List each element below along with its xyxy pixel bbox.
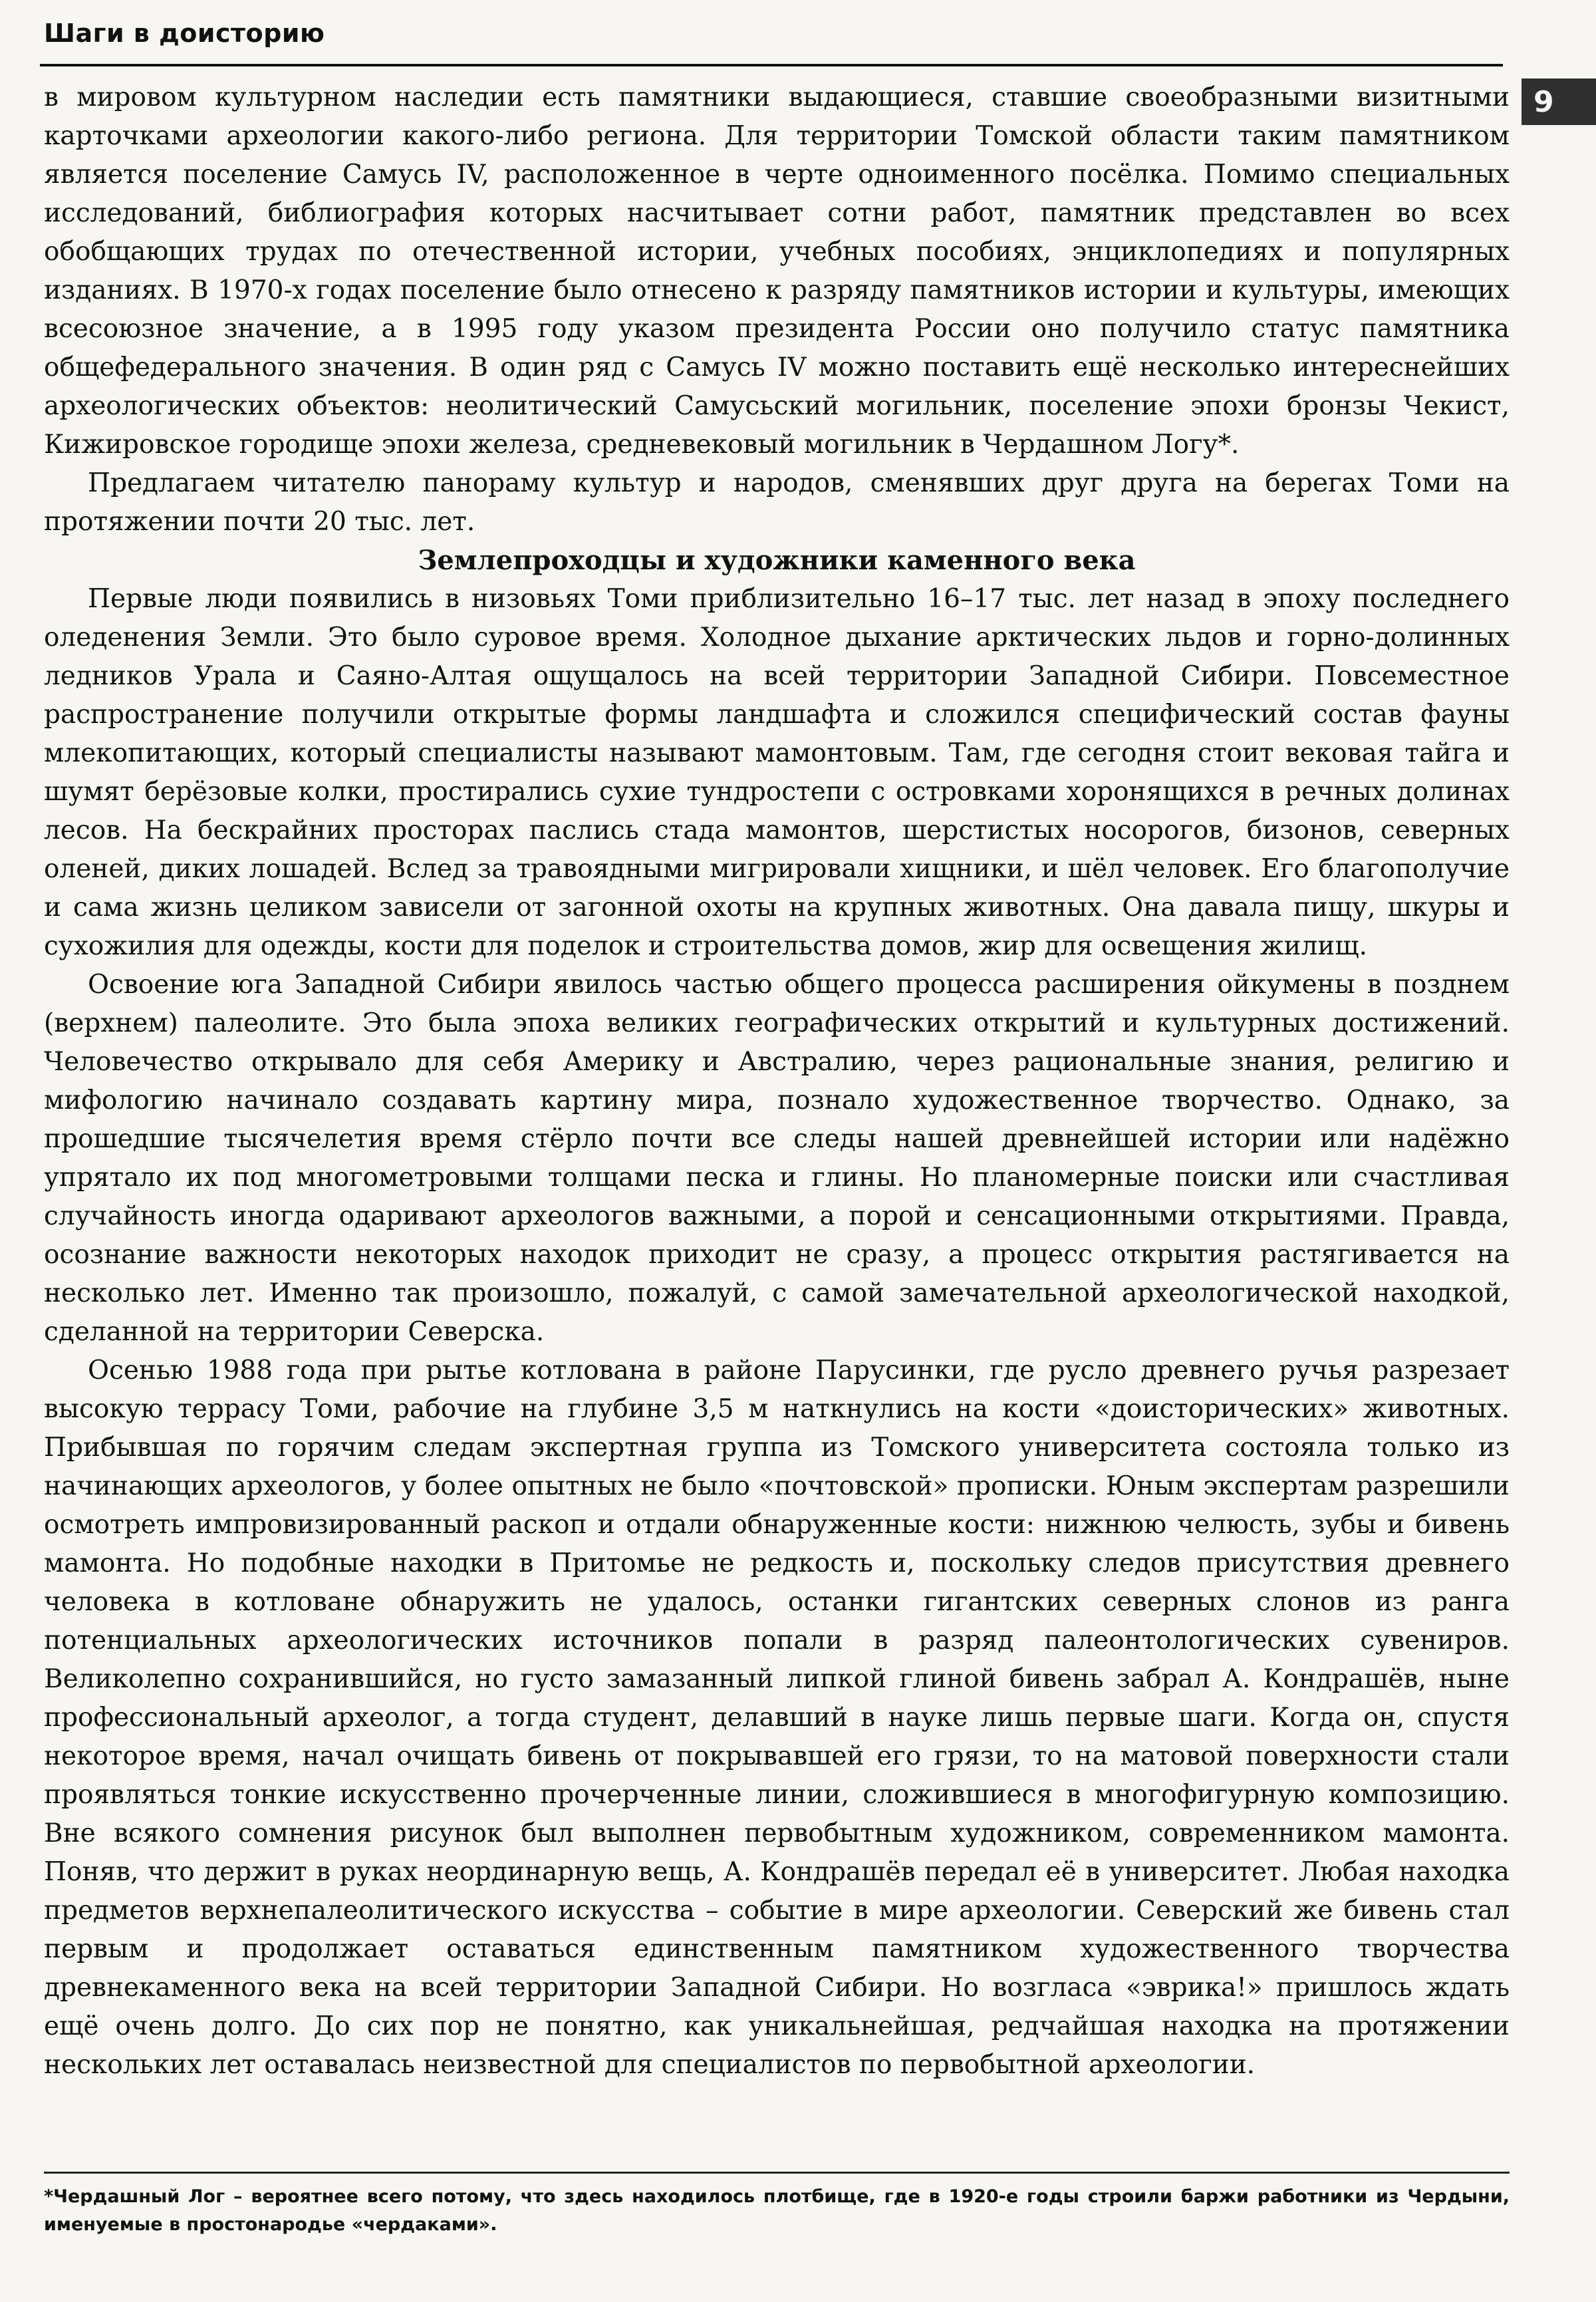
main-text <box>44 78 1510 2085</box>
section-title: Землепроходцы и художники каменного века <box>418 545 1136 576</box>
paragraph: Предлагаем читателю панораму культур и народов, сменявших друг друга на берегах Томи на протяжении почти 20 тыс. лет. <box>44 468 1510 537</box>
page-number: 9 <box>1522 78 1596 125</box>
running-title: Шаги в доисторию <box>44 19 325 48</box>
paragraph: в мировом культурном наследии есть памятники выдающиеся, ставшие своеобразными визитными карточками археологии какого-либо региона. Для территории Томской области таким памятником является поселение Самусь IV, расположенное в черте одноименного посёлка. Помимо специальных исследований, библиография которых насчитывает сотни работ, памятник представлен во всех обобщающих трудах по отечественной истории, учебных пособиях, энциклопедиях и популярных изданиях. В 1970-х годах поселение было отнесено к разряду памятников истории и культуры, имеющих всесоюзное значение, а в 1995 году указом президента России оно получило статус памятника общефедерального значения. В один ряд с Самусь IV можно поставить ещё несколько интереснейших археологических объектов: неолитический Самусьский могильник, поселение эпохи бронзы Чекист, Кижировское городище эпохи железа, средневековый могильник в Чердашном Логу*. <box>44 82 1510 460</box>
paragraph: Освоение юга Западной Сибири явилось частью общего процесса расширения ойкумены в позднем (верхнем) палеолите. Это была эпоха великих географических открытий и культурных достижений. Человечество открывало для себя Америку и Австралию, через рациональные знания, религию и мифологию начинало создавать картину мира, познало художественное творчество. Однако, за прошедшие тысячелетия время стёрло почти все следы нашей древнейшей истории или надёжно упрятало их под многометровыми толщами песка и глины. Но планомерные поиски или счастливая случайность иногда одаривают археологов важными, а порой и сенсационными открытиями. Правда, осознание важности некоторых находок приходит не сразу, а процесс открытия растягивается на несколько лет. Именно так произошло, пожалуй, с самой замечательной археологической находкой, сделанной на территории Северска. <box>44 970 1510 1347</box>
footnote-rule <box>44 2172 1510 2174</box>
header-rule <box>40 64 1503 67</box>
paragraph: Осенью 1988 года при рытье котлована в районе Парусинки, где русло древнего ручья разрезает высокую террасу Томи, рабочие на глубине 3,5 м наткнулись на кости «доисторических» животных. Прибывшая по горячим следам экспертная группа из Томского университета состояла только из начинающих археологов, у более опытных не было «почтовской» прописки. Юным экспертам разрешили осмотреть импровизированный раскоп и отдали обнаруженные кости: нижнюю челюсть, зубы и бивень мамонта. Но подобные находки в Притомье не редкость и, поскольку следов присутствия древнего человека в котловане обнаружить не удалось, останки гигантских северных слонов из ранга потенциальных археологических источников попали в разряд палеонтологических сувениров. Великолепно сохранившийся, но густо замазанный липкой глиной бивень забрал А. Кондрашёв, ныне профессиональный археолог, а тогда студент, делавший в науке лишь первые шаги. Когда он, спустя некоторое время, начал очищать бивень от покрывавшей его грязи, то на матовой поверхности стали проявляться тонкие искусственно прочерченные линии, сложившиеся в многофигурную композицию. Вне всякого сомнения рисунок был выполнен первобытным художником, современником мамонта. Поняв, что держит в руках неординарную вещь, А. Кондрашёв передал её в университет. Любая находка предметов верхнепалеолитического искусства – событие в мире археологии. Северский же бивень стал первым и продолжает оставаться единственным памятником художественного творчества древнекаменного века на всей территории Западной Сибири. Но возгласа «эврика!» пришлось ждать ещё очень долго. До сих пор не понятно, как уникальнейшая, редчайшая находка на протяжении нескольких лет оставалась неизвестной для специалистов по первобытной археологии. <box>44 1356 1510 2080</box>
footnote: *Чердашный Лог – вероятнее всего потому, что здесь находилось плотбище, где в 1920-е годы строили баржи работники из Чердыни, именуемые в простонародье «чердаками». <box>44 2186 1510 2235</box>
paragraph: Первые люди появились в низовьях Томи приблизительно 16–17 тыс. лет назад в эпоху последнего оледенения Земли. Это было суровое время. Холодное дыхание арктических льдов и горно-долинных ледников Урала и Саяно-Алтая ощущалось на всей территории Западной Сибири. Повсеместное распространение получили открытые формы ландшафта и сложился специфический состав фауны млекопитающих, который специалисты называют мамонтовым. Там, где сегодня стоит вековая тайга и шумят берёзовые колки, простирались сухие тундростепи с островками хоронящихся в речных долинах лесов. На бескрайних просторах паслись стада мамонтов, шерстистых носорогов, бизонов, северных оленей, диких лошадей. Вслед за травоядными мигрировали хищники, и шёл человек. Его благополучие и сама жизнь целиком зависели от загонной охоты на крупных животных. Она давала пищу, шкуры и сухожилия для одежды, кости для поделок и строительства домов, жир для освещения жилищ. <box>44 584 1510 961</box>
